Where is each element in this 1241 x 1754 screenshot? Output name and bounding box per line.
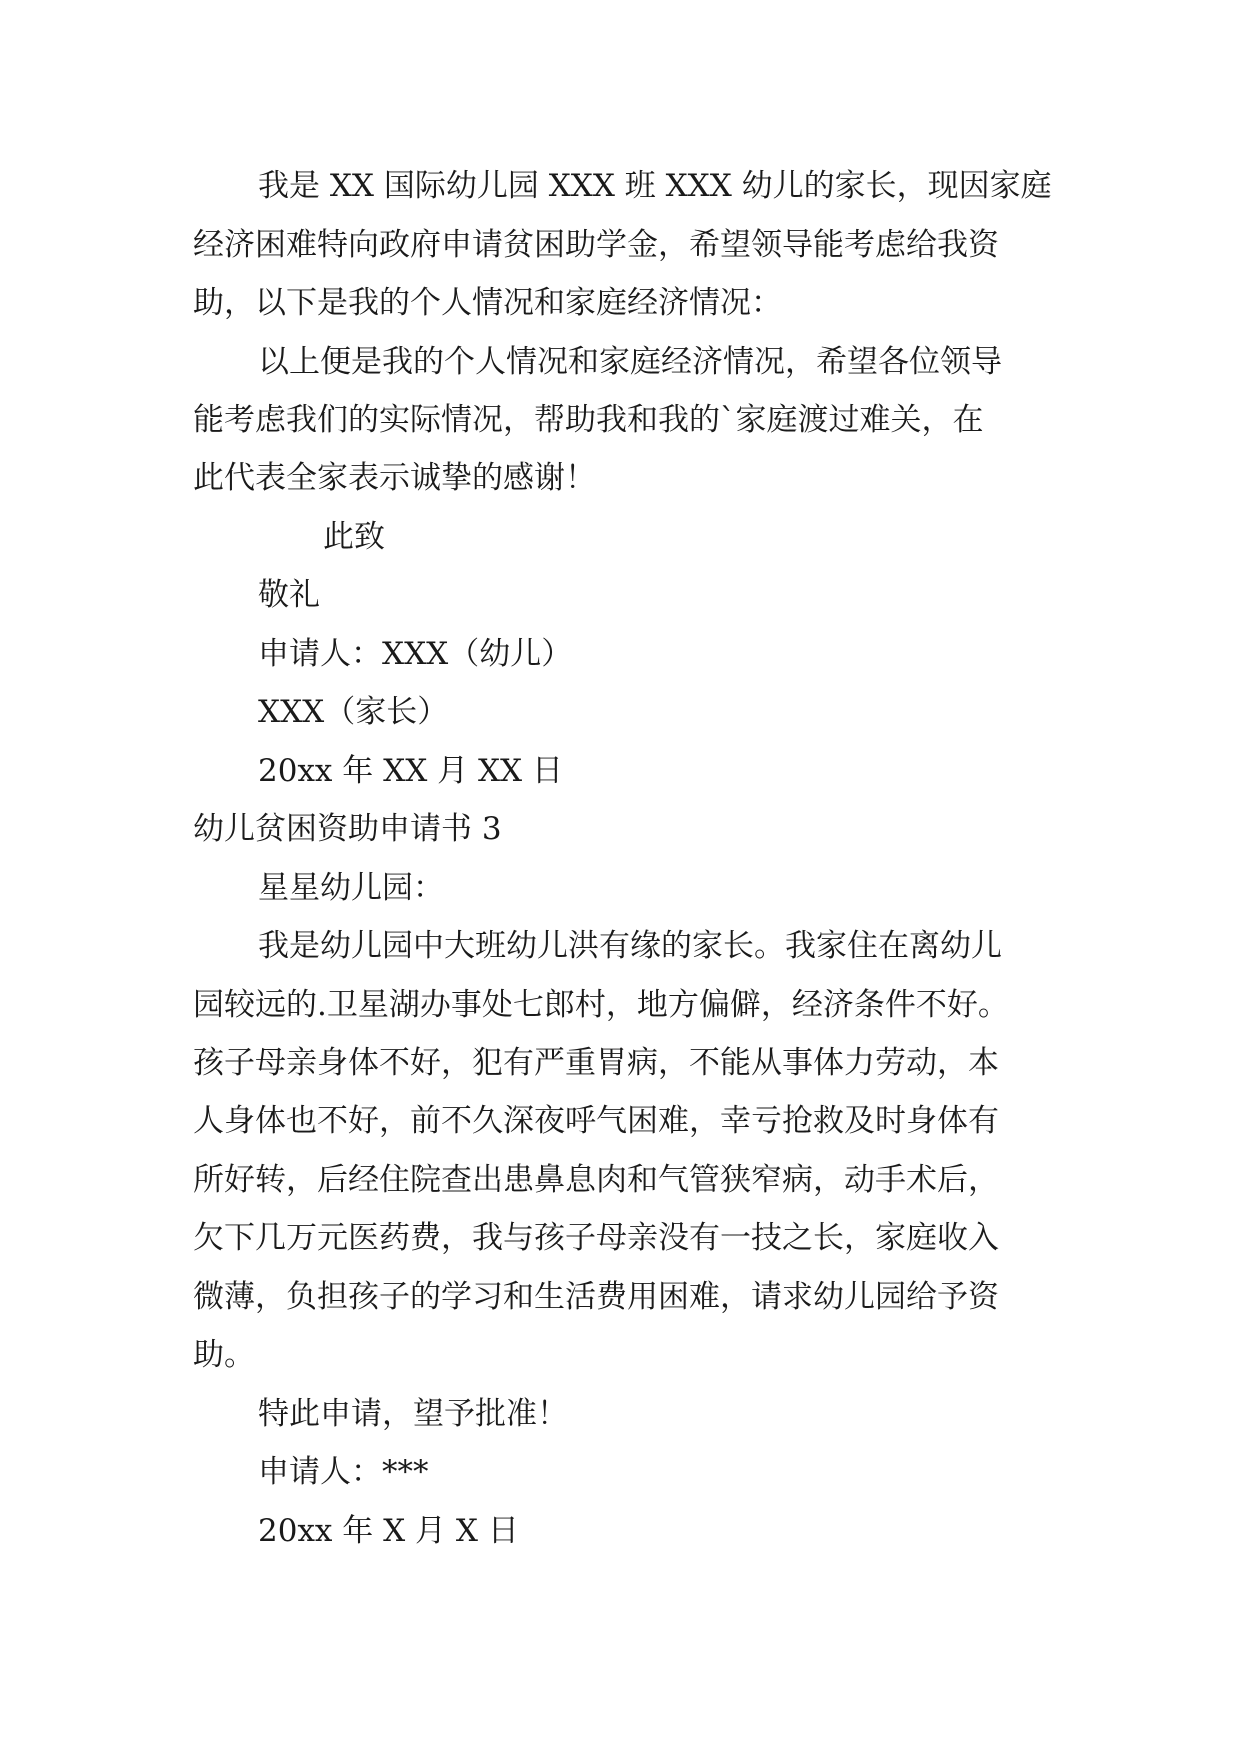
- paragraph-line: 以上便是我的个人情况和家庭经济情况，希望各位领导: [258, 344, 1002, 380]
- paragraph-line: 人身体也不好，前不久深夜呼气困难，幸亏抢救及时身体有: [193, 1103, 999, 1139]
- paragraph-line: 能考虑我们的实际情况，帮助我和我的`家庭渡过难关，在: [193, 402, 984, 438]
- request-line: 特此申请，望予批准！: [258, 1396, 568, 1432]
- paragraph-line: 此代表全家表示诚挚的感谢！: [193, 460, 596, 496]
- paragraph-line: 欠下几万元医药费，我与孩子母亲没有一技之长，家庭收入: [193, 1220, 999, 1256]
- paragraph-line: 助，以下是我的个人情况和家庭经济情况：: [193, 285, 782, 321]
- recipient-line: 星星幼儿园：: [258, 870, 444, 906]
- paragraph-line: 经济困难特向政府申请贫困助学金，希望领导能考虑给我资: [193, 227, 999, 263]
- paragraph-line: 助。: [193, 1337, 255, 1373]
- paragraph-line: 园较远的.卫星湖办事处七郎村，地方偏僻，经济条件不好。: [193, 987, 1009, 1023]
- date-line: 20xx 年 X 月 X 日: [258, 1513, 519, 1549]
- parent-line: XXX（家长）: [258, 694, 449, 730]
- paragraph-line: 所好转，后经住院查出患鼻息肉和气管狭窄病，动手术后，: [193, 1162, 999, 1198]
- closing-salutation: 此致: [323, 519, 385, 555]
- paragraph-line: 我是幼儿园中大班幼儿洪有缘的家长。我家住在离幼儿: [258, 928, 1002, 964]
- section-title: 幼儿贫困资助申请书 3: [193, 811, 502, 847]
- closing-regards: 敬礼: [258, 577, 320, 613]
- paragraph-line: 孩子母亲身体不好，犯有严重胃病，不能从事体力劳动，本: [193, 1045, 999, 1081]
- paragraph-line: 微薄，负担孩子的学习和生活费用困难，请求幼儿园给予资: [193, 1279, 999, 1315]
- date-line: 20xx 年 XX 月 XX 日: [258, 753, 563, 789]
- paragraph-line: 我是 XX 国际幼儿园 XXX 班 XXX 幼儿的家长，现因家庭: [258, 168, 1052, 204]
- applicant-line: 申请人：***: [258, 1454, 429, 1490]
- applicant-line: 申请人：XXX（幼儿）: [258, 636, 573, 672]
